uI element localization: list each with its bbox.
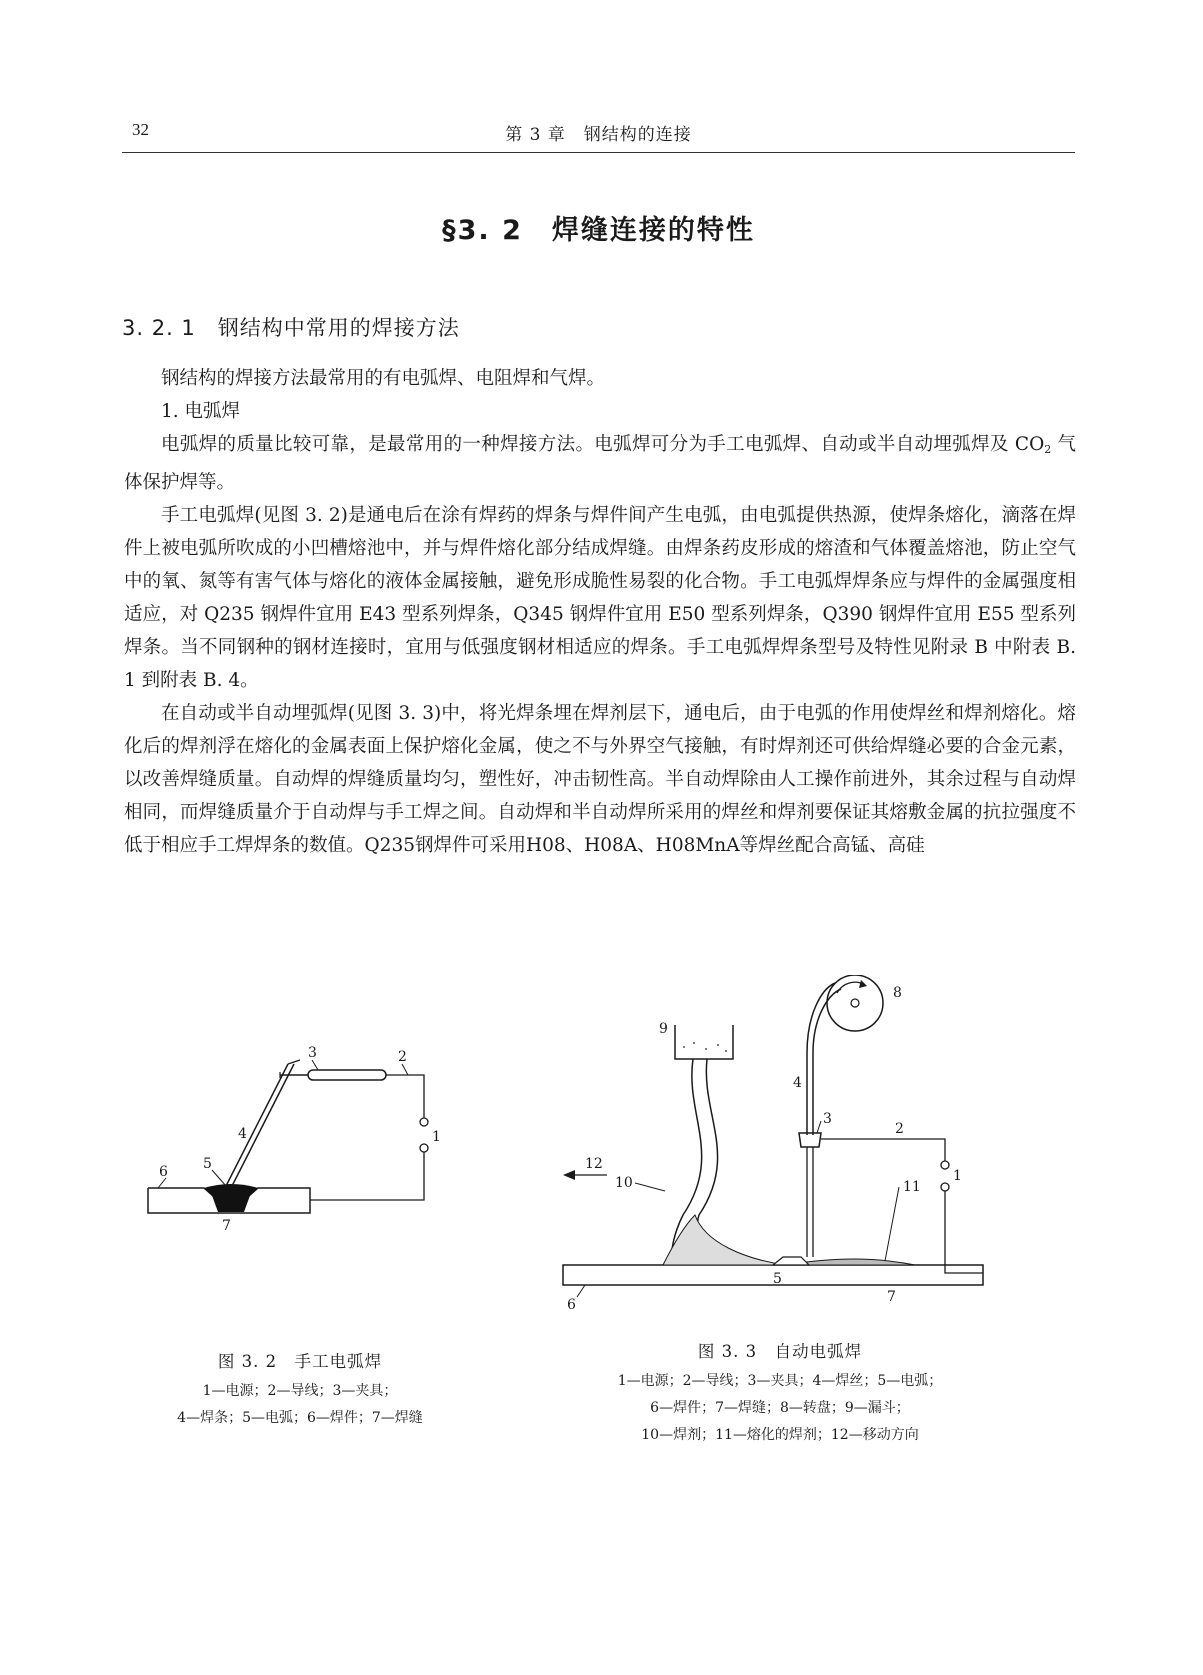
figure-3-3-legend-line-1: 1—电源；2—导线；3—夹具；4—焊丝；5—电弧；: [617, 1373, 943, 1389]
paragraph-arc-welding-text-end: 气体保护焊等。: [124, 434, 1076, 493]
paragraph-arc-welding-text: 电弧焊的质量比较可靠，是最常用的一种焊接方法。电弧焊可分为手工电弧焊、自动或半自动埋弧焊及 CO: [161, 434, 1045, 455]
fig33-label-11: 11: [903, 1179, 921, 1195]
leader-6: [577, 1285, 585, 1297]
electrode-rod-edge: [232, 1064, 294, 1186]
paragraph-intro: 钢结构的焊接方法最常用的有电弧焊、电阻焊和气焊。: [161, 368, 606, 389]
paragraph-heading-arc-welding: 1. 电弧焊: [161, 401, 241, 422]
co2-subscript: 2: [1044, 443, 1052, 456]
fig32-label-7: 7: [222, 1218, 231, 1234]
fig32-label-6: 6: [159, 1164, 168, 1180]
reel-hub: [851, 999, 859, 1007]
figure-3-3-legend-line-3: 10—焊剂；11—熔化的焊剂；12—移动方向: [641, 1427, 919, 1443]
subsection-title: 3. 2. 1 钢结构中常用的焊接方法: [122, 316, 460, 340]
page-header: [122, 116, 1075, 153]
reel-arrowhead: [859, 980, 867, 988]
electrode-tip: [288, 1060, 300, 1064]
fig33-label-5: 5: [773, 1271, 782, 1287]
power-terminal-bottom: [941, 1183, 949, 1191]
fig33-label-7: 7: [887, 1289, 896, 1305]
wire-reel: [827, 975, 883, 1031]
figure-3-2-diagram: [140, 1040, 460, 1240]
fig33-label-9: 9: [659, 1021, 668, 1037]
figure-3-3-diagram: [555, 975, 1025, 1315]
fig33-label-1: 1: [953, 1168, 962, 1184]
power-terminal-top: [941, 1161, 949, 1169]
lead-wire-top: [386, 1075, 424, 1118]
fig33-label-3: 3: [823, 1111, 832, 1127]
figure-3-2-title: 图 3. 2 手工电弧焊: [217, 1352, 383, 1371]
fig32-label-3: 3: [308, 1045, 317, 1061]
body-text: [124, 362, 1076, 862]
fig32-label-4: 4: [238, 1126, 247, 1142]
fig32-label-2: 2: [398, 1049, 407, 1065]
wire-clamp: [799, 1133, 821, 1147]
figure-3-3-svg: [555, 975, 1025, 1315]
paragraph-arc-welding: [124, 428, 1076, 499]
page-number: 32: [132, 120, 149, 139]
fig33-label-10: 10: [615, 1175, 633, 1191]
leader-2: [402, 1064, 408, 1075]
figure-3-2-legend-line-2: 4—焊条；5—电弧；6—焊件；7—焊缝: [177, 1410, 423, 1426]
leader-10: [635, 1183, 665, 1191]
lead-wire-top: [821, 1139, 945, 1161]
electrode-holder: [308, 1070, 386, 1080]
fig33-label-8: 8: [893, 985, 902, 1001]
fig32-label-5: 5: [203, 1156, 212, 1172]
paragraph-manual-arc-welding: 手工电弧焊(见图 3. 2)是通电后在涂有焊药的焊条与焊件间产生电弧，由电弧提供热源，使焊条熔化，滴落在焊件上被电弧所吹成的小凹槽熔池中，并与焊件熔化部分结成焊缝。由焊条药皮形成的熔渣和气体覆盖熔池，防止空气中的氧、氮等有害气体与熔化的液体金属接触，避免形成脆性易裂的化合物。手工电弧焊焊条应与焊件的金属强度相适应，对 Q235 钢焊件宜用 E43 型系列焊条，Q345 钢焊件宜用 E50 型系列焊条，Q390 钢焊件宜用 E55 型系列焊条。当不同钢种的钢材连接时，宜用与低强度钢材相适应的焊条。手工电弧焊焊条型号及特性见附录 B 中附表 B. 1 到附表 B. 4。: [124, 505, 1076, 691]
section-title: §3. 2 焊缝连接的特性: [442, 215, 755, 246]
fig32-label-1: 1: [432, 1129, 441, 1145]
flux-tube-right: [698, 1059, 775, 1265]
fig33-label-6: 6: [567, 1297, 576, 1313]
figure-3-2-caption: [140, 1348, 460, 1432]
figure-3-3-title: 图 3. 3 自动电弧焊: [697, 1342, 863, 1361]
figure-3-3-legend-line-2: 6—焊件；7—焊缝；8—转盘；9—漏斗；: [650, 1400, 910, 1416]
flux-pile: [663, 1215, 785, 1265]
figure-3-3-caption: [560, 1338, 1000, 1449]
figure-3-2-svg: [140, 1040, 460, 1240]
power-terminal-bottom: [420, 1144, 428, 1152]
movement-arrowhead: [563, 1170, 575, 1180]
paragraph-submerged-arc-welding: 在自动或半自动埋弧焊(见图 3. 3)中，将光焊条埋在焊剂层下，通电后，由于电弧的作用使焊丝和焊剂熔化。熔化后的焊剂浮在熔化的金属表面上保护熔化金属，使之不与外界空气接触，有时焊剂还可供给焊缝必要的合金元素，以改善焊缝质量。自动焊的焊缝质量均匀，塑性好，冲击韧性高。半自动焊除由人工操作前进外，其余过程与自动焊相同，而焊缝质量介于自动焊与手工焊之间。自动焊和半自动焊所采用的焊丝和焊剂要保证其熔敷金属的抗拉强度不低于相应手工焊焊条的数值。Q235钢焊件可采用H08、H08A、H08MnA等焊丝配合高锰、高硅: [124, 703, 1076, 856]
flux-hopper: [675, 1025, 733, 1059]
power-terminal-top: [420, 1118, 428, 1126]
leader-3: [312, 1060, 318, 1070]
figure-3-2-legend-line-1: 1—电源；2—导线；3—夹具；: [202, 1383, 398, 1399]
arc-zone: [773, 1257, 809, 1265]
electrode-rod: [226, 1064, 288, 1186]
hopper-flux-dots: [683, 1043, 727, 1051]
leader-11: [885, 1187, 899, 1261]
running-title: 第 3 章 钢结构的连接: [505, 125, 692, 145]
lead-wire-bottom: [310, 1152, 424, 1200]
fig33-label-2: 2: [895, 1121, 904, 1137]
fig33-label-4: 4: [793, 1075, 802, 1091]
lead-wire-bottom: [945, 1191, 983, 1273]
leader-5: [212, 1170, 226, 1186]
leader-3: [817, 1121, 821, 1133]
fig33-label-12: 12: [585, 1156, 603, 1172]
